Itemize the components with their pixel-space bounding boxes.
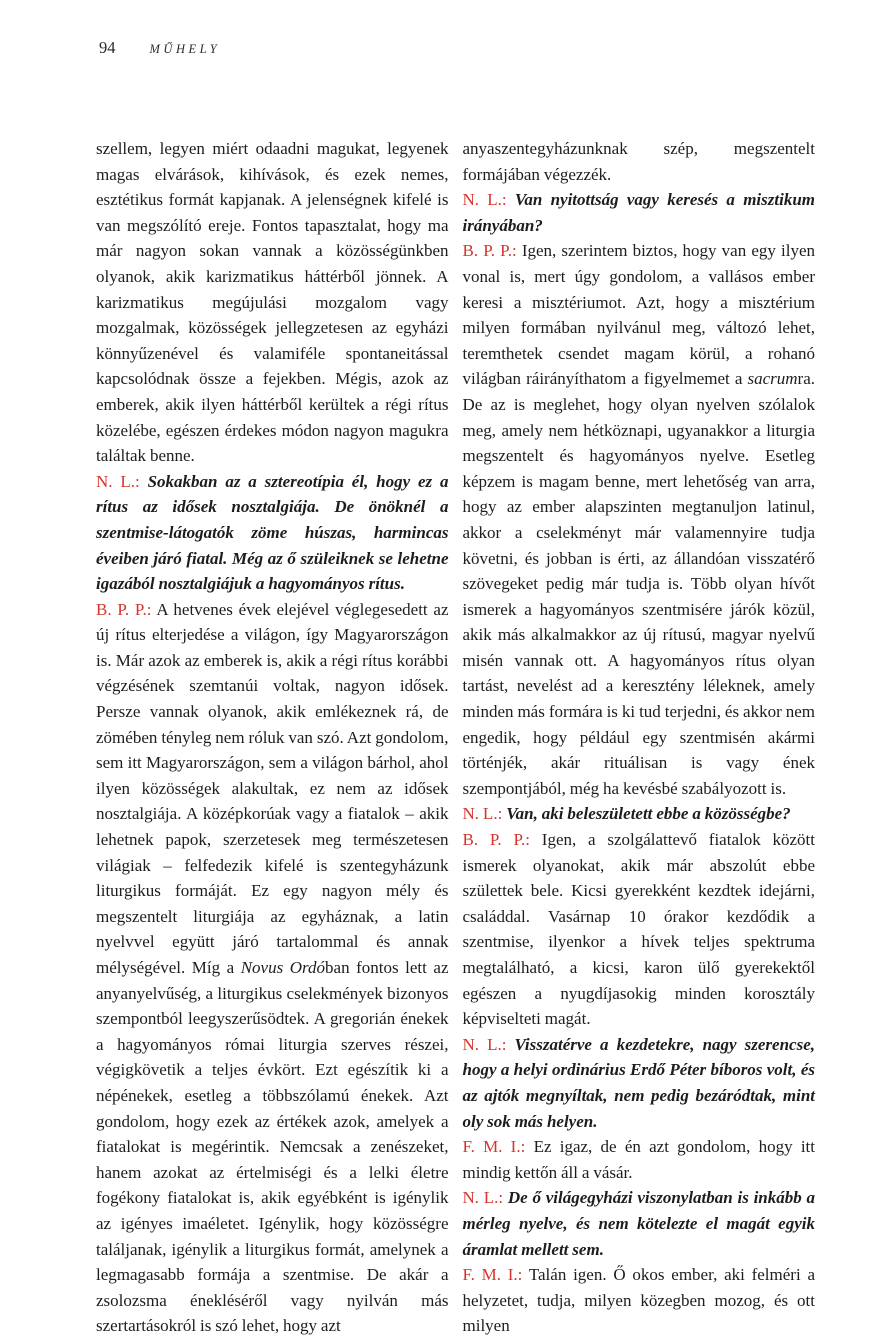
dialogue-paragraph: B. P. P.: Igen, szerintem biztos, hogy van egy ilyen vonal is, mert úgy gondolom, a vallásos ember keresi a misztériumot. Azt, hogy a misztérium milyen formában nyilvánul meg, változó lehet, teremthetek csendet magam körül, a rohanó világban ráirányíthatom a figyelmemet a sacrumra. De az is meglehet, hogy olyan nyelven szólalok meg, amely nem hétköznapi, ugyanakkor a liturgia megszentelt és hagyományos nyelve. Esetleg képzem is magam benne, mert lehetőség van arra, hogy az ember alapszinten megtanuljon latinul, akkor a cselekményt már valamennyire tudja követni, és jobban is érti, az állandóan visszatérő szövegeket pedig már tudja is. Több olyan hívőt ismerek a hagyományos szentmisére járók közül, akik más alkalmakkor az új rítusú, magyar nyelvű misén vannak ott. A hagyományos rítus olyan tartást, nevelést ad a keresztény léleknek, amely minden más formára is ki tud terjedni, és akkor nem engedik, hogy például egy szentmisén akármi történjék, akár rituálisan is vagy ének szempontjából, még ha kevésbé szabályozott is.: [462, 241, 815, 798]
page-header: [99, 38, 220, 58]
article-body: [96, 136, 815, 1339]
italic-term: Novus Ordó: [240, 958, 326, 977]
body-paragraph: anyaszentegyházunknak szép, megszentelt formájában végezzék.: [462, 139, 815, 184]
dialogue-paragraph: F. M. I.: Talán igen. Ő okos ember, aki felméri a helyzetet, tudja, milyen közegben mozog, és ott milyen: [462, 1265, 815, 1336]
dialogue-paragraph: N. L.: Sokakban az a sztereotípia él, hogy ez a rítus az idősek nosztalgiája. De önöknél a szentmise-látogatók zöme húszas, harmincas éveiben járó fiatal. Még az ő szüleiknek se lehetne igazából nosztalgiájuk a hagyományos rítus.: [96, 471, 449, 594]
speaker-label: B. P. P.:: [462, 830, 542, 850]
body-paragraph: szellem, legyen miért odaadni magukat, legyenek magas elvárások, kihívások, és ezek nemes, esztétikus formát kapjanak. A jelenségnek kifelé is van megszólító ereje. Fontos tapasztalat, hogy ma már nagyon sokan vannak a közösségünkben olyanok, akik karizmatikus háttérből jönnek. A karizmatikus megújulási mozgalom vagy mozgalmak, közösségek jellegzetesen az egyházi könnyűzenével és valamiféle spontaneitással kapcsolódnak össze a fejekben. Mégis, azok az emberek, akik ilyen háttérből kerültek a régi rítus közelébe, egészen érdekes módon nagyon magukra találtak benne.: [96, 139, 449, 466]
italic-term: sacrum: [747, 369, 798, 389]
dialogue-paragraph: B. P. P.: Igen, a szolgálattevő fiatalok között ismerek olyanokat, akik már abszolút ebbe születtek bele. Kicsi gyerekként kezdtek idejárni, családdal. Vasárnap 10 órakor kezdődik a szentmise, ilyenkor a hívek teljes spektruma megtalálható, a kicsi, karon ülő gyerekektől egészen a nyugdíjasokig minden korosztály képviselteti magát.: [462, 830, 815, 1029]
dialogue-paragraph: N. L.: De ő világegyházi viszonylatban is inkább a mérleg nyelve, és nem kötelezte el magát egyik áramlat mellett sem.: [462, 1188, 815, 1259]
dialogue-paragraph: B. P. P.: A hetvenes évek elejével véglegesedett az új rítus elterjedése a világon, így Magyarországon is. Már azok az emberek is, akik a régi rítus korábbi végzésének szemtanúi voltak, nagyon idősek. Persze vannak olyanok, akik emlékeznek rá, de zömében tényleg nem róluk van szó. Azt gondolom, sem itt Magyarországon, sem a világon bárhol, ahol ilyen közösségek alakultak, ez nem az idősek nosztalgiája. A középkorúak vagy a fiatalok – akik lehetnek papok, szerzetesek meg természetesen világiak – felfedezik kifelé is szentegyházunk liturgikus formáját. Ez egy nagyon mély és megszentelt liturgiája az egyháznak, a latin nyelvvel együtt járó tartalommal és annak mélységével. Míg a Novus Ordóban fontos lett az anyanyelvűség, a liturgikus cselekmények bizonyos szempontból leegyszerűsödtek. A gregorián énekek a hagyományos római liturgia szerves részei, végigkövetik a teljes évkört. Ezt egészítik ki a népénekek, esetleg a többszólamú énekek. Azt gondolom, hogy ezek az értékek azok, amelyek a fiatalokat is megérintik. Nemcsak a zenészeket, hanem azokat az értelmiségi és a lelki életre fogékony fiatalokat is, akik egyébként is igénylik az igényes imaéletet. Igénylik, hogy közösségre találjanak, igénylik a liturgikus formát, amelynek a legmagasabb formája a szentmise. De akár a zsolozsma énekléséről vagy nyilván más szertartásokról is szó lehet, hogy azt: [96, 599, 449, 1336]
speaker-label: N. L.:: [462, 1188, 508, 1208]
speaker-label: N. L.:: [462, 1034, 515, 1054]
dialogue-paragraph: F. M. I.: Ez igaz, de én azt gondolom, hogy itt mindig kettőn áll a vásár.: [462, 1137, 815, 1182]
speaker-label: N. L.:: [96, 471, 148, 491]
speaker-label: F. M. I.:: [462, 1137, 534, 1157]
speaker-label: N. L.:: [462, 804, 507, 824]
dialogue-paragraph: N. L.: Van, aki beleszületett ebbe a közösségbe?: [462, 804, 791, 824]
dialogue-paragraph: N. L.: Van nyitottság vagy keresés a misztikum irányában?: [462, 190, 815, 235]
speaker-label: B. P. P.:: [462, 241, 522, 261]
section-title: MŰHELY: [149, 42, 221, 56]
page-number: 94: [99, 38, 116, 57]
column-left: [96, 136, 449, 1339]
column-right: [463, 136, 816, 1339]
speaker-label: B. P. P.:: [96, 599, 157, 619]
speaker-label: F. M. I.:: [462, 1265, 529, 1285]
dialogue-paragraph: N. L.: Visszatérve a kezdetekre, nagy szerencse, hogy a helyi ordinárius Erdő Péter bíboros volt, és az ajtók megnyíltak, nem pedig bezáródtak, mint oly sok más helyen.: [462, 1034, 815, 1131]
speaker-label: N. L.:: [462, 190, 515, 210]
